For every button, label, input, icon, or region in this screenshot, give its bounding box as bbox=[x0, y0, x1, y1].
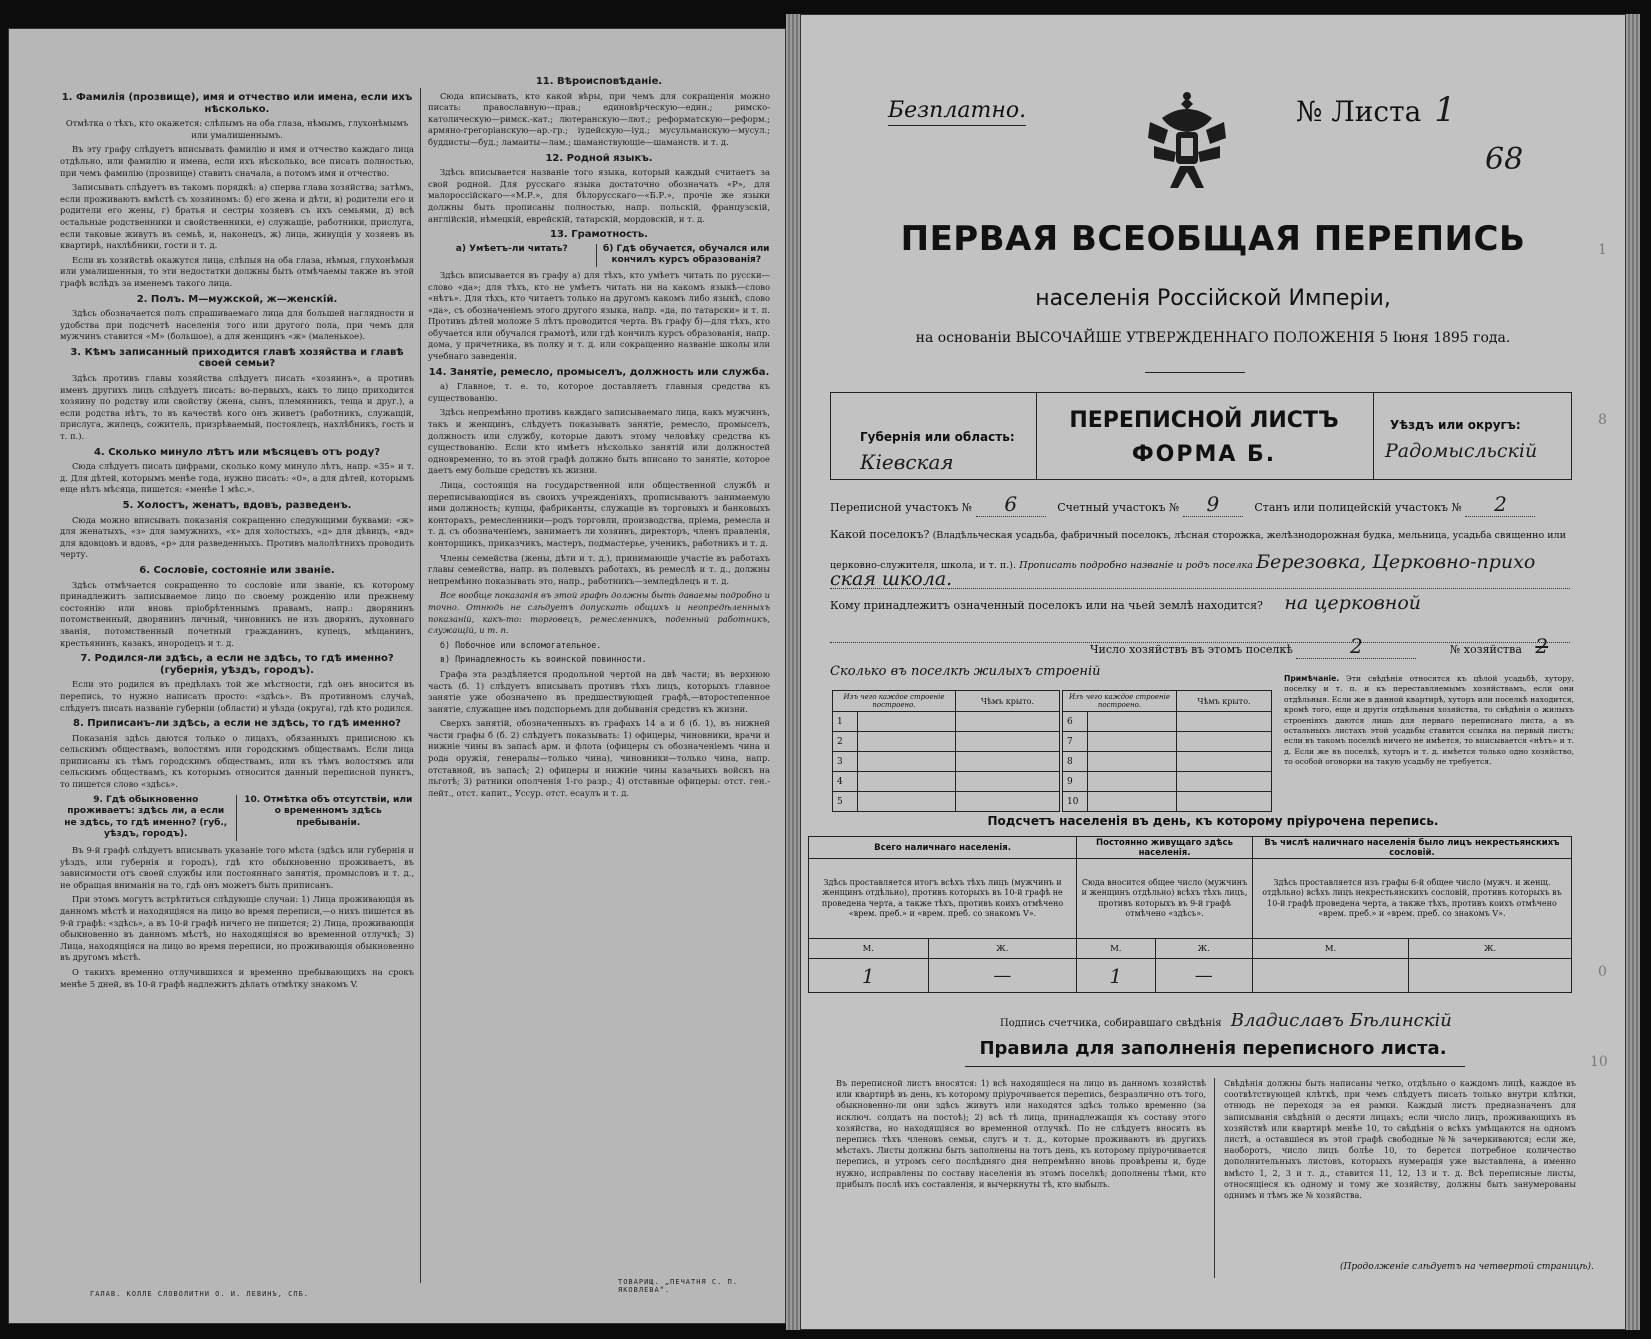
buildings-roof-cell[interactable] bbox=[955, 792, 1059, 812]
buildings-table-right bbox=[1062, 690, 1272, 812]
non-peasant-header: Въ числѣ наличнаго населенiя было лицъ некрестьянскихъ сословiй. bbox=[1252, 837, 1571, 859]
title-rule bbox=[1145, 372, 1245, 373]
non-peasant-desc: Здѣсь проставляется изъ графы 6-й общее число (мужч. и женщ. отдѣльно) всѣхъ лицъ некрестьянскихъ сословiй, противъ которыхъ въ 10-й графѣ проведена черта, а также тѣхъ, противъ коихъ отмѣчено «врем. преб.» и «врем. преб. со знакомъ V». bbox=[1252, 859, 1571, 939]
buildings-roof-cell[interactable] bbox=[1177, 752, 1272, 772]
buildings-roof-cell[interactable] bbox=[955, 772, 1059, 792]
section-12-text: Здѣсь вписывается названiе того языка, который каждый считаетъ за свой родной. Для русскаго языка достаточно обозначать «Р», для малороссiйскаго—«М.Р.», для бѣлорусскаго—«Б.Р.», прочiе же языки должны быть прописаны полностью, напр. польскiй, французскiй, англiйскiй, нѣмецкiй, еврейскiй, татарскiй, мордовскiй, и т. д. bbox=[428, 167, 770, 224]
margin-number: 8 bbox=[1598, 412, 1607, 428]
buildings-roof-header: Чѣмъ крыто. bbox=[955, 691, 1059, 712]
left-column-1 bbox=[60, 88, 414, 1288]
section-6-text: Здѣсь отмѣчается сокращенно то сословiе или званiе, къ которому принадлежитъ записываемое лицо по своему рожденiю или прежнему состоянiю или вновь прiобрѣтеннымъ правамъ, напр.: дворянинъ потомственный, дворянинъ личный, чиновникъ не изъ дворянъ, духовнаго званiя, потомственный почетный гражданинъ, купецъ, мѣщанинъ, крестьянинъ, казакъ, инородецъ и т. д. bbox=[60, 579, 414, 648]
guberniya-value: Кiевская bbox=[860, 450, 954, 474]
buildings-row-num: 5 bbox=[833, 792, 858, 812]
stan-label: Станъ или полицейскiй участокъ № bbox=[1254, 501, 1462, 514]
printer-imprint-left: ГАЛАВ. КОЛЛЕ СЛОВОЛИТНИ О. И. ЛЕВИНЪ, СПБ. bbox=[90, 1290, 310, 1298]
buildings-material-cell[interactable] bbox=[1088, 772, 1177, 792]
households-value: 2 bbox=[1296, 634, 1416, 659]
signature-row bbox=[1000, 1010, 1452, 1031]
section-14-text: Графа эта раздѣляется продольной чертой на двѣ части; въ верхнюю часть (б. 1) слѣдуетъ вписывать противъ тѣхъ лицъ, которыхъ главное занятiе уже обозначено въ предшествующей графѣ,—второстепенное занятiе, служащее имъ подспорьемъ для добыванiя средствъ къ жизни. bbox=[428, 668, 770, 714]
form-title: ПЕРЕПИСНОЙ ЛИСТЪ bbox=[1069, 408, 1339, 433]
buildings-material-cell[interactable] bbox=[857, 752, 955, 772]
buildings-roof-cell[interactable] bbox=[1177, 732, 1272, 752]
section-3-title: 3. Кѣмъ записанный приходится главѣ хозяйства и главѣ своей семьи? bbox=[70, 346, 404, 370]
section-14-title: 14. Занятiе, ремесло, промыселъ, должность или служба. bbox=[428, 366, 770, 378]
buildings-material-cell[interactable] bbox=[1088, 712, 1177, 732]
buildings-row-num: 8 bbox=[1063, 752, 1088, 772]
buildings-roof-cell[interactable] bbox=[955, 712, 1059, 732]
buildings-material-cell[interactable] bbox=[1088, 792, 1177, 812]
section-2-text: Здѣсь обозначается полъ спрашиваемаго лица для большей наглядности и удобства при подсчетѣ населенiя того или другого пола, при чемъ для мужчинъ ставится «М» (большое), а для женщинъ «ж» (маленькое). bbox=[60, 308, 414, 342]
rules-title: Правила для заполненiя переписного листа. bbox=[979, 1038, 1447, 1059]
section-6-title: 6. Сословiе, состоянiе или званiе. bbox=[139, 564, 335, 576]
uezd-value: Радомысльскiй bbox=[1385, 440, 1538, 462]
non-peasant-male-value[interactable] bbox=[1252, 959, 1408, 993]
margin-number: 1 bbox=[1598, 242, 1607, 258]
signature-value: Владиславъ Бѣлинскiй bbox=[1230, 1010, 1452, 1031]
schet-value: 9 bbox=[1183, 492, 1243, 517]
section-4-text: Сюда слѣдуетъ писать цифрами, сколько кому минуло лѣтъ, напр. «35» и т. д. Для дѣтей, которымъ менѣе года, нужно писать: «0», а для дѣтей, которымъ еще нѣтъ мѣсяца, пишется: «менѣе 1 мѣс.». bbox=[60, 461, 414, 495]
section-11-title: 11. Вѣроисповѣданiе. bbox=[535, 76, 663, 87]
buildings-roof-cell[interactable] bbox=[1177, 712, 1272, 732]
buildings-roof-cell[interactable] bbox=[1177, 792, 1272, 812]
section-13b-title: б) Гдѣ обучается, обучался или кончилъ курсъ образованiя? bbox=[603, 243, 770, 266]
margin-number: 10 bbox=[1590, 1054, 1608, 1070]
rules-continued: (Продолженiе слѣдуетъ на четвертой страницѣ). bbox=[1340, 1262, 1594, 1272]
female-label: Ж. bbox=[1155, 939, 1252, 959]
margin-number: 0 bbox=[1598, 964, 1607, 980]
note-title: Примѣчанiе. bbox=[1284, 674, 1340, 683]
buildings-table-left bbox=[832, 690, 1060, 812]
note-block bbox=[1284, 674, 1574, 768]
section-1-note: Отмѣтка о тѣхъ, кто окажется: слѣпымъ на оба глаза, нѣмымъ, глухонѣмымъ или умалишеннымъ. bbox=[65, 118, 409, 140]
buildings-material-cell[interactable] bbox=[857, 792, 955, 812]
poselok-hint-2: Прописать подробно названiе и родъ поселка bbox=[1019, 560, 1253, 571]
section-9-text: О такихъ временно отлучившихся и временно пребывающихъ на срокъ менѣе 5 дней, въ 10-й графѣ надлежитъ дѣлать отмѣтку знакомъ V. bbox=[60, 966, 414, 989]
poselok-underline bbox=[830, 588, 1570, 589]
section-2-title: 2. Полъ. М—мужской, ж—женскiй. bbox=[136, 293, 338, 305]
section-13-text: Здѣсь вписывается въ графу а) для тѣхъ, кто умѣетъ читать по русски—слово «да»; для тѣхъ, кто не умѣетъ читать ни на какомъ языкѣ—слово «нѣтъ». Для тѣхъ, кто читаетъ только на другомъ какомъ либо языкѣ, слово «да», съ обозначенiемъ этого другого языка, напр. «да, по татарски» и т. п. Противъ дѣтей моложе 5 лѣтъ проводится черта. Въ графу б)—для тѣхъ, кто обучается или обучался грамотѣ, или гдѣ кончилъ курсъ образованiя, напр. дома, у причетника, въ полку и т. д. или сокращенно названiе школы или учебнаго заведенiя. bbox=[428, 269, 770, 362]
buildings-row-num: 6 bbox=[1063, 712, 1088, 732]
total-male-value[interactable]: 1 bbox=[809, 959, 929, 993]
male-label: М. bbox=[1252, 939, 1408, 959]
households-row bbox=[1090, 634, 1570, 659]
section-8-title: 8. Приписанъ-ли здѣсь, а если не здѣсь, то гдѣ именно? bbox=[73, 718, 401, 730]
owner-row bbox=[830, 592, 1570, 614]
section-13-title: 13. Грамотность. bbox=[550, 229, 648, 241]
households-label: Число хозяйствъ въ этомъ поселкѣ bbox=[1090, 643, 1293, 656]
free-label: Безплатно. bbox=[888, 98, 1026, 126]
double-headed-eagle-emblem bbox=[1142, 88, 1232, 198]
buildings-roof-cell[interactable] bbox=[1177, 772, 1272, 792]
section-1-text: Если въ хозяйствѣ окажутся лица, слѣпыя на оба глаза, нѣмыя, глухонѣмыя или умалишенныя, то эти недостатки должны быть отмѣчаемы также въ этой графѣ вслѣдъ за именемъ такого лица. bbox=[60, 254, 414, 288]
uchastok-label: Переписной участокъ № bbox=[830, 501, 973, 514]
sheet-number bbox=[1296, 90, 1456, 130]
census-title: ПЕРВАЯ ВСЕОБЩАЯ ПЕРЕПИСЬ bbox=[900, 219, 1526, 259]
section-14-text: Члены семейства (жены, дѣти и т. д.), принимающiе участiе въ работахъ главы семейства, напр. въ полевыхъ работахъ, въ ремеслѣ и т. д., должны непремѣнно показывать это, напр., работникъ—земледѣлецъ и т. д. bbox=[428, 552, 770, 586]
section-7-title: 7. Родился-ли здѣсь, а если не здѣсь, то гдѣ именно? (губернiя, уѣздъ, городъ). bbox=[80, 653, 394, 676]
female-label: Ж. bbox=[928, 939, 1077, 959]
note-text: Эти свѣдѣнiя относятся къ цѣлой усадьбѣ, хутору, поселку и т. п. и къ переставляемымъ хозяйствамъ, если они отдѣльныя. Если же в данной квартирѣ, хуторъ или поселкѣ находится, кромѣ того, еще и другiя отдѣльныя хозяйства, то свѣдѣнiя о жилыхъ строенiяхъ даются лишь для перваго переписнаго листа, а въ остальныхъ листахъ этой усадьбы ставится ссылка на первый листъ; если въ такомъ поселкѣ ничего не имѣется, то вписывается «нѣтъ» и т. д. Если же въ поселкѣ, хуторъ и т. д. имѣется только одно хозяйство, то особой оговорки на такую усадьбу не требуется. bbox=[1284, 674, 1574, 767]
section-14b-title: б) Побочное или вспомогательное. bbox=[440, 639, 602, 650]
rules-column-2: Свѣдѣнiя должны быть написаны четко, отдѣльно о каждомъ лицѣ, каждое въ соотвѣтствующей клѣткѣ, при чемъ слѣдуетъ писать только внутри клѣтки, отнюдь не переходя за ея рамки. Каждый листъ предназначенъ для записыванiя свѣдѣнiй о десяти лицахъ; если число лицъ, проживающихъ въ хозяйствѣ или квартирѣ менѣе 10, то свѣдѣнiя о всѣхъ умѣщаются на одномъ листѣ, а оставшiеся въ этой графѣ свободные №№ зачеркиваются; если же, наоборотъ, число лицъ болѣе 10, то берется потребное количество дополнительныхъ листовъ, которыхъ нумерацiя уже выставлена, а именно вмѣсто 1, 2, 3 и т. д., ставится 11, 12, 13 и т. д. Всѣ переписные листы, относящiеся къ одному и тому же хозяйству, должны быть занумерованы однимъ и тѣмъ же № хозяйства. bbox=[1224, 1078, 1576, 1201]
buildings-row-num: 1 bbox=[833, 712, 858, 732]
buildings-label: Сколько въ поселкѣ жилыхъ строенiй bbox=[830, 664, 1101, 679]
buildings-row-num: 3 bbox=[833, 752, 858, 772]
section-13a-title: а) Умѣетъ-ли читать? bbox=[428, 244, 597, 267]
permanent-population-header: Постоянно живущаго здѣсь населенiя. bbox=[1077, 837, 1253, 859]
section-5-title: 5. Холостъ, женатъ, вдовъ, разведенъ. bbox=[122, 500, 352, 511]
uchastok-row bbox=[830, 492, 1570, 517]
household-no-label: № хозяйства bbox=[1449, 643, 1522, 656]
section-14-text: Здѣсь непремѣнно противъ каждаго записываемаго лица, какъ мужчинъ, такъ и женщинъ, слѣдуетъ показывать занятiе, ремесло, промыселъ, должность или службу, которые даютъ этому человѣку средства къ существованiю. Если кто имѣетъ нѣсколько занятiй или должностей одновременно, то въ этой графѣ должно быть вписано то занятiе, которое даетъ ему больше средствъ къ жизни. bbox=[428, 407, 770, 476]
rules-title-underline bbox=[965, 1066, 1465, 1067]
buildings-row-num: 9 bbox=[1063, 772, 1088, 792]
column-divider bbox=[420, 88, 421, 1283]
section-1-title: 1. Фамилiя (прозвище), имя и отчество или имена, если ихъ нѣсколько. bbox=[61, 92, 413, 115]
section-14-text: Лица, состоящiя на государственной или общественной службѣ и переписывающiяся въ своихъ учрежденiяхъ, прописываютъ занимаемую ими должность; купцы, фабриканты, служащiе въ торговыхъ и банковыхъ конторахъ, ремесленники—родъ торговли, производства, прiема, ремесла и т. д. съ обозначенiемъ, занимаетъ ли хозяинъ, директоръ, членъ правленiя, конторщикъ, приказчикъ, мастеръ, подмастерье, ученикъ, работникъ и т. д. bbox=[428, 480, 770, 548]
right-page bbox=[800, 14, 1626, 1330]
owner-label: Кому принадлежитъ означенный поселокъ или на чьей землѣ находится? bbox=[830, 599, 1263, 612]
male-label: М. bbox=[1077, 939, 1155, 959]
buildings-material-cell[interactable] bbox=[857, 772, 955, 792]
left-column-2 bbox=[428, 72, 770, 1287]
buildings-material-cell[interactable] bbox=[1088, 732, 1177, 752]
poselok-label: Какой поселокъ? bbox=[830, 528, 930, 541]
census-subtitle: населенiя Россiйской Имперiи, bbox=[1035, 286, 1391, 311]
section-1-text: Въ эту графу слѣдуетъ вписывать фамилiю и имя и отчество каждаго лица отдѣльно, или фамилiю и имена, если ихъ нѣсколько, все писать полностью, при чемъ фамилiю (прозвище) ставить сначала, а потомъ имя и отчество. bbox=[60, 144, 414, 178]
buildings-material-header: Изъ чего каждое строенiе построено. bbox=[1063, 691, 1177, 712]
section-3-text: Здѣсь противъ главы хозяйства слѣдуетъ писать «хозяинъ», а противъ именъ другихъ лицъ слѣдуетъ писать: во-первыхъ, какъ то лицо приходится хозяину по родству или свойству (жена, сынъ, племянникъ, теща и друг.), а если родства нѣтъ, то въ качествѣ кого онъ живетъ (работникъ, служащiй, прислуга, жилецъ, сожитель, призрѣваемый, постоялецъ, нахлѣбникъ, гость и т. п.). bbox=[60, 373, 414, 442]
permanent-female-value[interactable]: — bbox=[1155, 959, 1252, 993]
guberniya-label: Губернiя или область: bbox=[860, 430, 1015, 444]
uezd-label: Уѣздъ или округъ: bbox=[1390, 418, 1521, 432]
section-5-text: Сюда можно вписывать показанiя сокращенно следующими буквами: «ж» для женатыхъ, «з» для замужнихъ, «х» для холостыхъ, «д» для дѣвицъ, «вд» для вдовцовъ и вдовъ, «р» для разведенныхъ. Противъ малолѣтнихъ проводить черту. bbox=[60, 514, 414, 560]
form-subtitle: ФОРМА Б. bbox=[1131, 442, 1277, 467]
sheet-number-value: 1 bbox=[1434, 90, 1456, 130]
sheet-number-label: № Листа bbox=[1296, 95, 1422, 128]
population-count-title: Подсчетъ населенiя въ день, къ которому прiурочена перепись. bbox=[987, 814, 1439, 828]
permanent-male-value[interactable]: 1 bbox=[1077, 959, 1155, 993]
section-12-title: 12. Родной языкъ. bbox=[545, 152, 653, 164]
section-14a-title: а) Главное, т. е. то, которое доставляетъ главныя средства къ существованiю. bbox=[428, 381, 770, 403]
section-14-text: Все вообще показанiя въ этой графѣ должны быть даваемы подробно и точно. Отнюдь не слѣдуетъ допускать общихъ и неопредѣленныхъ показанiй, какъ-то: торговецъ, ремесленникъ, поденный работникъ, служащiй, и т. п. bbox=[428, 590, 770, 636]
page-edge-left bbox=[786, 14, 800, 1330]
buildings-roof-cell[interactable] bbox=[955, 732, 1059, 752]
poselok-value-2: ская школа. bbox=[830, 568, 953, 590]
owner-value: на церковной bbox=[1284, 592, 1422, 614]
permanent-population-desc: Сюда вносится общее число (мужчинъ и женщинъ отдѣльно) всѣхъ тѣхъ лицъ, противъ которыхъ въ 9-й графѣ отмѣчено «здѣсь». bbox=[1077, 859, 1253, 939]
buildings-row-num: 10 bbox=[1063, 792, 1088, 812]
buildings-material-cell[interactable] bbox=[1088, 752, 1177, 772]
population-count-table bbox=[808, 836, 1572, 993]
buildings-row-num: 4 bbox=[833, 772, 858, 792]
buildings-roof-header: Чѣмъ крыто. bbox=[1177, 691, 1272, 712]
total-female-value[interactable]: — bbox=[928, 959, 1077, 993]
section-11-text: Сюда вписывать, кто какой вѣры, при чемъ для сокращенiя можно писать: православную—прав.; единовѣрческую—един.; римско-католическую—римск.-кат.; лютеранскую—лют.; реформатскую—реформ.; армяно-грегорiанскую—ар.-гр.; iудейскую—iуд.; мусульманскую—мусул.; буддисты—буд.; ламаиты—лам.; шаманствующiе—шаманств. и т. д. bbox=[428, 90, 770, 147]
section-9-text: При этомъ могутъ встрѣтиться слѣдующiе случаи: 1) Лица проживающiя въ данномъ мѣстѣ и находящiяся на лицо во время переписи,—о нихъ пишется въ 9-й графѣ: «здѣсь», а въ 10-й графѣ ничего не пишется; 2) Лица, проживающiя обыкновенно въ данномъ мѣстѣ, но находящiяся во временной отлучкѣ; 3) Лица, находящiяся на лицо во время переписи, но проживающiя обыкновенно въ другомъ мѣстѣ. bbox=[60, 894, 414, 963]
signature-label: Подпись счетчика, собиравшаго свѣдѣнiя bbox=[1000, 1018, 1222, 1029]
printer-imprint-right: ТОВАРИЩ. „ПЕЧАТНЯ С. П. ЯКОВЛЕВА“. bbox=[618, 1278, 738, 1294]
section-1-text: Записывать слѣдуетъ въ такомъ порядкѣ: а) сперва глава хозяйства; затѣмъ, если проживаютъ вмѣстѣ съ хозяиномъ: б) его жена и дѣти, в) родители его и родители его жены, г) братья и сестры хозяевъ съ ихъ семьями, д) всѣ остальные родственники и свойственники, е) служащiе, работники, прислуга, если таковые живутъ въ семьѣ, и, наконецъ, ж) лица, живущiя у хозяевъ въ квартирѣ, нахлѣбники, гости и т. д. bbox=[60, 182, 414, 251]
female-label: Ж. bbox=[1409, 939, 1572, 959]
total-population-desc: Здѣсь проставляется итогъ всѣхъ тѣхъ лицъ (мужчинъ и женщинъ отдѣльно), противъ которыхъ въ 10-й графѣ не проведена черта, а также тѣхъ, противъ коихъ отмѣчено «врем. преб.» и «врем. преб. со знакомъ V». bbox=[809, 859, 1077, 939]
non-peasant-female-value[interactable] bbox=[1409, 959, 1572, 993]
buildings-roof-cell[interactable] bbox=[955, 752, 1059, 772]
sheet-number-extra: 68 bbox=[1485, 142, 1524, 177]
total-population-header: Всего наличнаго населенiя. bbox=[809, 837, 1077, 859]
household-no-value: 2 bbox=[1535, 634, 1549, 658]
section-9-title: 9. Гдѣ обыкновенно проживаетъ: здѣсь ли, а если не здѣсь, то гдѣ именно? (губ., уѣздъ, городъ). bbox=[60, 795, 237, 841]
rules-divider bbox=[1214, 1078, 1215, 1278]
schet-label: Счетный участокъ № bbox=[1057, 501, 1180, 514]
uchastok-value: 6 bbox=[976, 492, 1046, 517]
buildings-row-num: 7 bbox=[1063, 732, 1088, 752]
poselok-value-1: Березовка, Церковно-прихо bbox=[1256, 551, 1536, 573]
section-13-subheads bbox=[428, 244, 770, 267]
section-14c-title: в) Принадлежность къ воинской повинности. bbox=[440, 654, 647, 665]
section-4-title: 4. Сколько минуло лѣтъ или мѣсяцевъ отъ роду? bbox=[93, 446, 381, 458]
section-10-title: 10. Отмѣтка объ отсутствiи, или о временномъ здѣсь пребыванiи. bbox=[244, 794, 413, 828]
buildings-material-cell[interactable] bbox=[857, 732, 955, 752]
stan-value: 2 bbox=[1465, 492, 1535, 517]
left-page bbox=[8, 28, 786, 1324]
male-label: М. bbox=[809, 939, 929, 959]
section-9-text: Въ 9-й графѣ слѣдуетъ вписывать указанiе того мѣста (здѣсь или губернiя и уѣздъ, или губернiя и городъ), гдѣ кто обыкновенно проживаетъ, въ зависимости отъ своей службы или постояннаго занятiя, промысловъ и т. д., не обращая вниманiя на то, гдѣ онъ можетъ быть приписанъ. bbox=[60, 845, 414, 890]
page-edge-right bbox=[1626, 14, 1640, 1330]
section-9-10-header bbox=[60, 795, 414, 841]
buildings-material-header: Изъ чего каждое строенiе построено. bbox=[833, 691, 956, 712]
buildings-material-cell[interactable] bbox=[857, 712, 955, 732]
buildings-row-num: 2 bbox=[833, 732, 858, 752]
poselok-hint: (Владѣльческая усадьба, фабричный поселокъ, лѣсная сторожка, желѣзнодорожная будка, мельница, усадьба священно или церковно-служителя, школа, и т. п.). bbox=[830, 530, 1566, 571]
census-basis: на основанiи ВЫСОЧАЙШЕ УТВЕРЖДЕННАГО ПОЛОЖЕНIЯ 5 Iюня 1895 года. bbox=[915, 330, 1511, 346]
rules-column-1: Въ переписной листъ вносятся: 1) всѣ находящiеся на лицо въ данномъ хозяйствѣ или квартирѣ въ день, къ которому прiурочивается перепись, безразлично отъ того, обыкновенно-ли они здѣсь живутъ или находятся здѣсь только временно (за исключ. солдатъ на постоѣ); 2) всѣ тѣ лица, принадлежащiя къ составу этого хозяйства, но находящiяся во временной отлучкѣ. По не слѣдуетъ вносить въ перепись тѣхъ членовъ семьи, слугъ и т. д., которые проживаютъ въ другихъ мѣстахъ. Листы должны быть заполнены на тотъ день, къ которому прiурочивается перепись, и утромъ сего послѣдняго дня непремѣнно вновь провѣрены и, буде нужно, исправлены по составу населенiя въ этомъ поселкѣ; дополнены тѣми, кто прибылъ послѣ ихъ составленiя, и вычеркнуты тѣ, кто выбылъ. bbox=[836, 1078, 1206, 1189]
section-8-text: Показанiя здѣсь даются только о лицахъ, обязанныхъ приписною къ сельскимъ обществамъ, волостямъ или городскимъ обществамъ. Если лица приписаны къ тѣмъ городскимъ обществамъ, или къ тѣмъ волостямъ или сельскимъ обществамъ, къ которымъ относится данный переписной пунктъ, то пишется слово «здѣсь». bbox=[60, 732, 414, 790]
section-14-text: Сверхъ занятiй, обозначенныхъ въ графахъ 14 а и б (б. 1), въ нижней части графы б (б. 2) слѣдуетъ показывать: 1) офицеры, чиновники, врачи и нижнiе чины въ запасѣ арм. и флота (офицеры съ обозначенiемъ чина и рода оружiя, генералы—только чина), чиновники—только чина, напр. отставной, въ запасѣ; 2) офицеры и нижнiе чины казачьихъ войскъ на льготѣ; 3) ратники ополченiя 1-го разр.; 4) отставные офицеры: отст. ген.-лейт., отст. капит., Уссур. отст. есаулъ и т. д. bbox=[428, 718, 770, 798]
section-7-text: Если это родился въ предѣлахъ той же мѣстности, гдѣ онъ вносится въ перепись, то нужно написать просто: «здѣсь». Въ противномъ случаѣ, слѣдуетъ писать названiе губернiи (области) и уѣзда (округа), гдѣ кто родился. bbox=[60, 679, 414, 713]
